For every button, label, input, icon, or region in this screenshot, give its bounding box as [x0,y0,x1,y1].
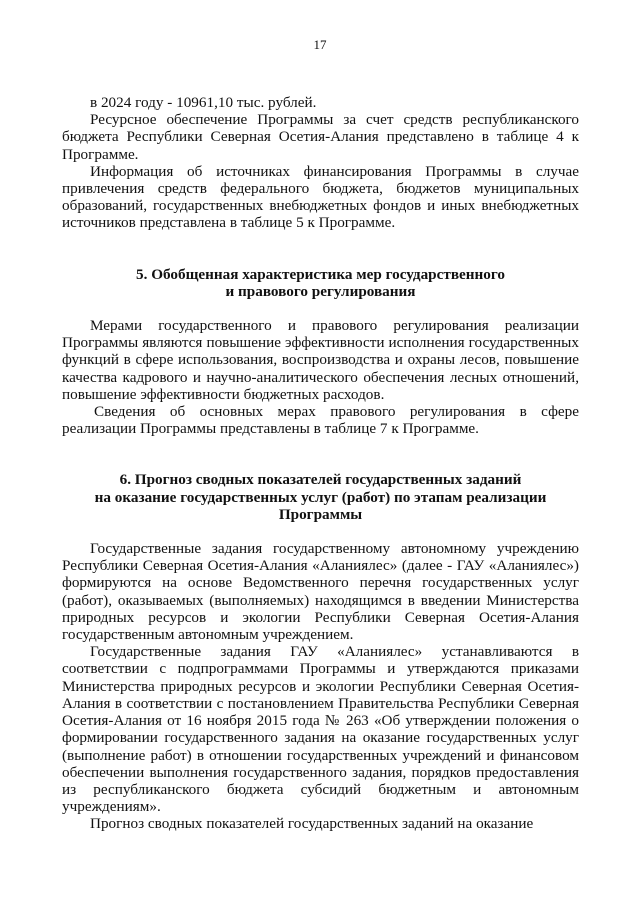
page-number: 17 [313,37,327,52]
section6-heading-line2: на оказание государственных услуг (работ) по этапам реализации [94,488,547,506]
section5-paragraph-1: Мерами государственного и правового регулирования реализации Программы являются повышение эффективности исполнения государственных функций в сфере использования, воспроизводства и охраны лесов, повышение качества кадрового и научно-аналитического обеспечения лесных отношений, повышение эффективности бюджетных расходов. [62,317,579,403]
funding-2024-line: в 2024 году - 10961,10 тыс. рублей. [90,94,317,111]
paragraph-funding-sources: Информация об источниках финансирования Программы в случае привлечения средств федерального бюджета, бюджетов муниципальных образований, государственных внебюджетных фондов и иных внебюджетных источников представлена в таблице 5 к Программе. [62,162,579,232]
section6-heading [62,471,579,523]
section6-paragraph-1: Государственные задания государственному автономному учреждению Республики Северная Осетия-Алания «Аланиялес» (далее - ГАУ «Аланиялес») формируются на основе Ведомственного перечня государственных услуг (работ), оказываемых (выполняемых) находящимся в введении Министерства природных ресурсов и экологии Республики Северная Осетия-Алания государственным автономным учреждением. [62,540,579,644]
section5-heading-line1: 5. Обобщенная характеристика мер государственного [136,265,505,283]
section6-heading-line3: Программы [278,505,363,523]
section5-paragraph-2: Сведения об основных мерах правового регулирования в сфере реализации Программы представлены в таблице 7 к Программе. [62,403,579,438]
section6-paragraph-3: Прогноз сводных показателей государственных заданий на оказание [90,815,534,833]
paragraph-resource-provision: Ресурсное обеспечение Программы за счет средств республиканского бюджета Республики Северная Осетия-Алания представлено в таблице 4 к Программе. [62,111,579,163]
section6-heading-line1: 6. Прогноз сводных показателей государственных заданий [119,471,522,489]
section5-heading [62,266,579,300]
section6-paragraph-2: Государственные задания ГАУ «Аланиялес» устанавливаются в соответствии с подпрограммами Программы и утверждаются приказами Министерства природных ресурсов и экологии Республики Северная Осетия-Алания в соответствии с постановлением Правительства Республики Северная Осетия-Алания от 16 ноября 2015 года № 263 «Об утверждении положения о формировании государственного задания на оказание государственных услуг (выполнение работ) в отношении государственных учреждений и финансовом обеспечении выполнения государственного задания, порядков предоставления из республиканского бюджета субсидий бюджетным и автономным учреждениям». [62,643,579,816]
section5-heading-line2: и правового регулирования [225,282,416,300]
page-body [62,94,579,833]
